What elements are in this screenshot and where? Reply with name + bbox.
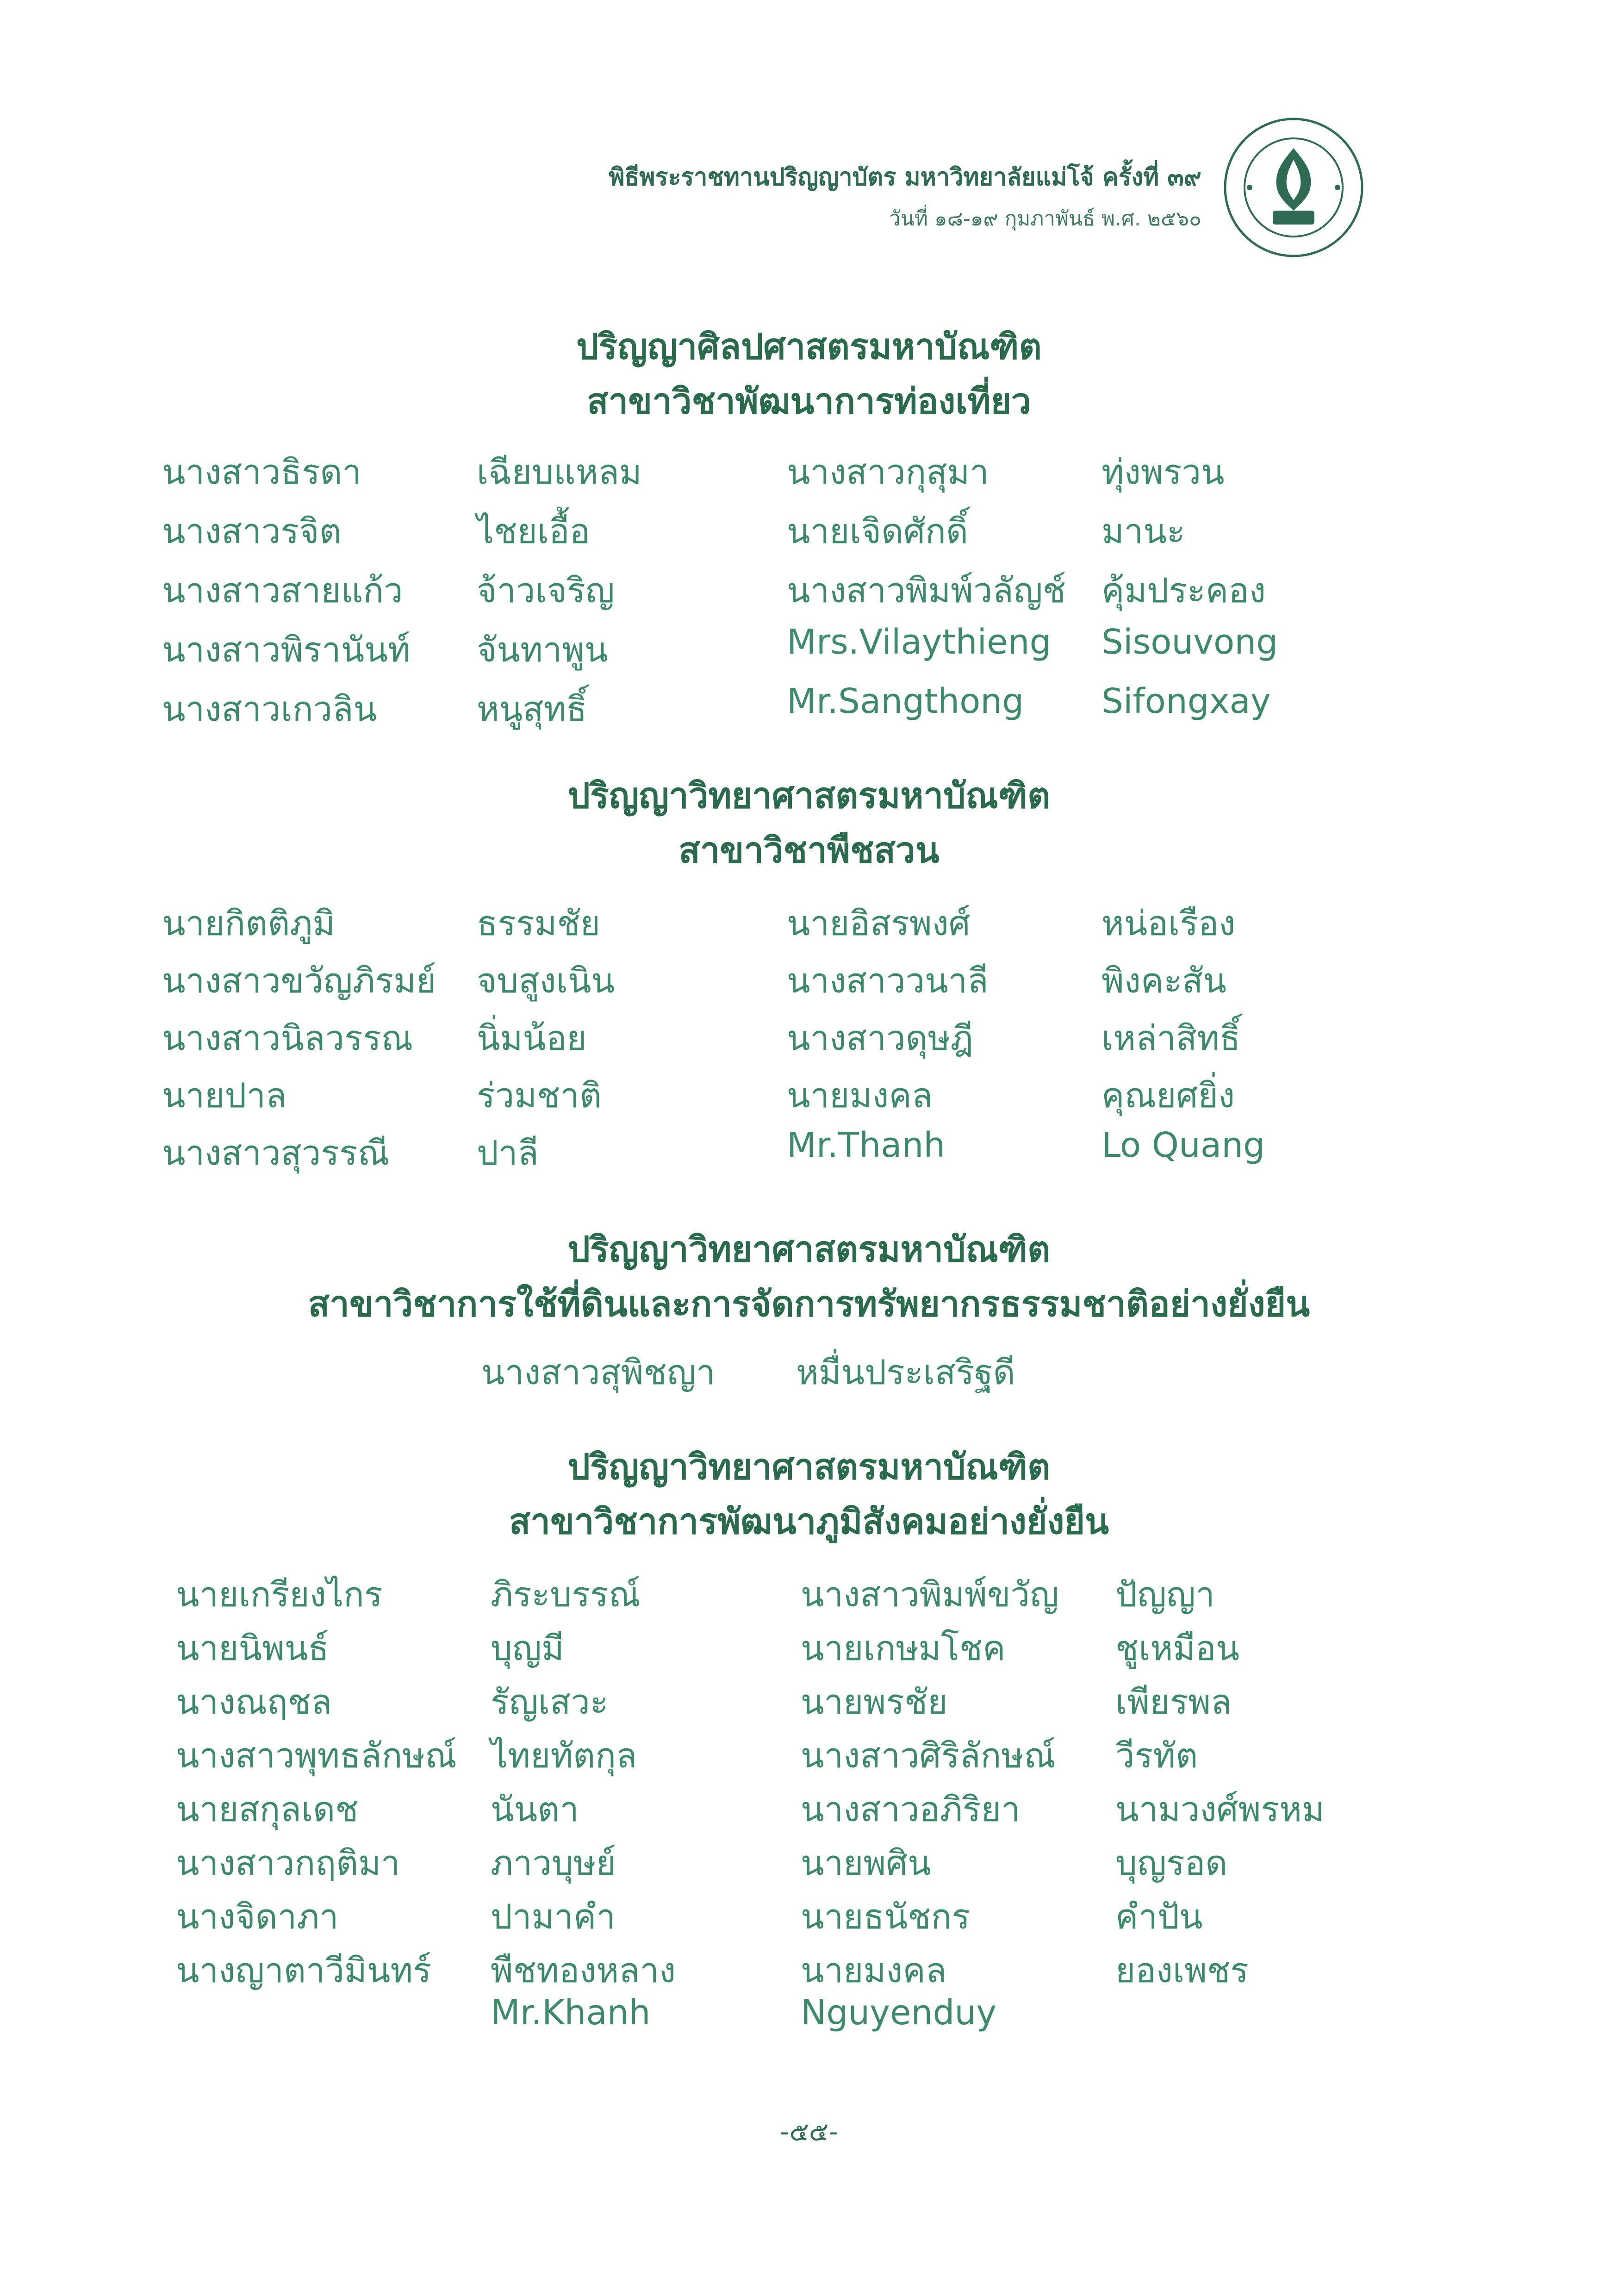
ceremony-date: วันที่ ๑๘-๑๙ กุมภาพันธ์ พ.ศ. ๒๕๖๐ <box>889 207 1201 231</box>
first-name: นางสาวศิริลักษณ์ <box>801 1736 1056 1776</box>
last-name: มานะ <box>1101 512 1185 551</box>
last-name: ปาลี <box>477 1133 539 1173</box>
degree-section-1 <box>0 319 1618 429</box>
last-name: หมื่นประเสริฐดี <box>796 1353 1015 1392</box>
table-row <box>0 1011 1618 1066</box>
first-name: นายเกษมโชค <box>801 1628 1006 1668</box>
first-name: นางสาวรจิต <box>162 512 342 551</box>
last-name: บุญรอด <box>1115 1843 1228 1883</box>
first-name: นางสาวพิรานันท์ <box>162 630 411 670</box>
first-name: นายสกุลเดช <box>176 1790 359 1829</box>
last-name: ไชยเอื้อ <box>477 512 590 551</box>
last-name: ภิระบรรณ์ <box>491 1575 641 1615</box>
table-row <box>0 1621 1618 1676</box>
table-row <box>0 563 1618 618</box>
table-row <box>0 622 1618 678</box>
last-name: Lo Quang <box>1101 1125 1265 1165</box>
first-name: นายกิตติภูมิ <box>162 904 335 943</box>
table-row <box>0 1782 1618 1837</box>
first-name: Mr.Sangthong <box>787 681 1024 721</box>
last-name: เพียรพล <box>1115 1682 1232 1722</box>
degree-title: ปริญญาศิลปศาสตรมหาบัณฑิต <box>576 326 1042 367</box>
last-name: พืชทองหลาง <box>491 1951 676 1990</box>
first-name: นายธนัชกร <box>801 1897 971 1937</box>
first-name: Mrs.Vilaythieng <box>787 622 1052 662</box>
first-name: นายอิสรพงศ์ <box>787 904 971 943</box>
first-name: นางสาวอภิริยา <box>801 1790 1021 1829</box>
first-name: นายปาล <box>162 1076 287 1116</box>
table-row <box>0 681 1618 737</box>
table-row <box>0 1567 1618 1622</box>
degree-section-3 <box>0 1222 1618 1331</box>
degree-section-2 <box>0 768 1618 878</box>
last-name: ไทยทัตกุล <box>491 1736 637 1776</box>
first-name: นางสาวพิมพ์ขวัญ <box>801 1575 1059 1615</box>
last-name: ปามาคำ <box>491 1897 616 1937</box>
major-title: สาขาวิชาพืชสวน <box>678 830 940 871</box>
table-row <box>0 444 1618 500</box>
last-name: Sisouvong <box>1101 622 1278 662</box>
last-name: ปัญญา <box>1115 1575 1215 1615</box>
last-name: วีรทัต <box>1115 1736 1198 1776</box>
first-name: นางสาววนาลี <box>787 961 989 1001</box>
last-name: เฉียบแหลม <box>477 452 642 492</box>
first-name: นายมงคล <box>801 1951 947 1990</box>
last-name: ร่วมชาติ <box>477 1076 602 1116</box>
university-seal-icon <box>1222 116 1365 259</box>
ceremony-title: พิธีพระราชทานปริญญาบัตร มหาวิทยาลัยแม่โจ้ ครั้งที่ ๓๙ <box>609 163 1201 191</box>
last-name: บุญมี <box>491 1628 564 1668</box>
first-name: นางสาวธิรดา <box>162 452 362 492</box>
first-name: นางญาตาวีมินทร์ <box>176 1951 431 1990</box>
degree-title: ปริญญาวิทยาศาสตรมหาบัณฑิต <box>567 775 1051 816</box>
page-number: -๕๕- <box>780 2117 838 2147</box>
first-name: นางสาวกุสุมา <box>787 452 989 492</box>
degree-section-4 <box>0 1440 1618 1549</box>
first-name: นางสาวสายแก้ว <box>162 571 403 611</box>
first-name: นายเจิดศักดิ์ <box>787 512 969 551</box>
last-name: จันทาพูน <box>477 630 608 670</box>
first-name: นางสาวสุวรรณี <box>162 1133 390 1173</box>
last-name: เหล่าสิทธิ์ <box>1101 1018 1241 1058</box>
first-name: นางณฤชล <box>176 1682 332 1722</box>
table-row <box>0 1728 1618 1784</box>
first-name: นางสาวสุพิชญา <box>481 1353 716 1392</box>
first-name: นางสาวพุทธลักษณ์ <box>176 1736 457 1776</box>
last-name: ธรรมชัย <box>477 904 601 943</box>
last-name: ทุ่งพรวน <box>1101 452 1225 492</box>
last-name: หน่อเรือง <box>1101 904 1236 943</box>
major-title: สาขาวิชาการพัฒนาภูมิสังคมอย่างยั่งยืน <box>509 1501 1109 1542</box>
table-row <box>0 1345 1618 1400</box>
last-name: Sifongxay <box>1101 681 1271 721</box>
last-name: คำปัน <box>1115 1897 1203 1937</box>
degree-title: ปริญญาวิทยาศาสตรมหาบัณฑิต <box>567 1446 1051 1487</box>
first-name: นายพศิน <box>801 1843 931 1883</box>
first-name: นายมงคล <box>787 1076 933 1116</box>
last-name: พิงคะสัน <box>1101 961 1226 1001</box>
last-name: จบสูงเนิน <box>477 961 615 1001</box>
first-name: Mr.Khanh <box>491 1993 651 2033</box>
first-name: นางสาวเกวลิน <box>162 689 377 729</box>
first-name: Mr.Thanh <box>787 1125 946 1165</box>
table-row <box>0 1674 1618 1730</box>
table-row <box>0 1835 1618 1891</box>
first-name: นางจิดาภา <box>176 1897 339 1937</box>
first-name: นายนิพนธ์ <box>176 1628 329 1668</box>
last-name: จ้าวเจริญ <box>477 571 615 611</box>
first-name: นางสาวดุษฎี <box>787 1018 974 1058</box>
last-name: คุณยศยิ่ง <box>1101 1076 1235 1116</box>
major-title: สาขาวิชาพัฒนาการท่องเที่ยว <box>587 381 1031 422</box>
table-row <box>0 1889 1618 1945</box>
page-header <box>0 106 1618 292</box>
first-name: นางสาวนิลวรรณ <box>162 1018 413 1058</box>
table-row <box>0 504 1618 559</box>
ceremony-info <box>609 157 1201 235</box>
degree-title: ปริญญาวิทยาศาสตรมหาบัณฑิต <box>567 1229 1051 1270</box>
first-name: นางสาวพิมพ์วลัญช์ <box>787 571 1066 611</box>
last-name: นามวงศ์พรหม <box>1115 1790 1325 1829</box>
last-name: รัญเสวะ <box>491 1682 609 1722</box>
table-row <box>0 1943 1618 1998</box>
first-name: นางสาวกฤติมา <box>176 1843 400 1883</box>
last-name: Nguyenduy <box>801 1993 997 2033</box>
last-name: ภาวบุษย์ <box>491 1843 616 1883</box>
last-name: ยองเพชร <box>1115 1951 1249 1990</box>
table-row <box>0 953 1618 1009</box>
major-title: สาขาวิชาการใช้ที่ดินและการจัดการทรัพยากรธรรมชาติอย่างยั่งยืน <box>308 1283 1310 1324</box>
last-name: ชูเหมือน <box>1115 1628 1240 1668</box>
table-row <box>0 1993 1618 2048</box>
last-name: นันตา <box>491 1790 579 1829</box>
last-name: คุ้มประคอง <box>1101 571 1266 611</box>
table-row <box>0 1068 1618 1123</box>
first-name: นายพรชัย <box>801 1682 948 1722</box>
table-row <box>0 896 1618 951</box>
last-name: หนูสุทธิ์ <box>477 689 587 729</box>
last-name: นิ่มน้อย <box>477 1018 587 1058</box>
first-name: นางสาวขวัญภิรมย์ <box>162 961 436 1001</box>
table-row <box>0 1125 1618 1181</box>
first-name: นายเกรียงไกร <box>176 1575 383 1615</box>
